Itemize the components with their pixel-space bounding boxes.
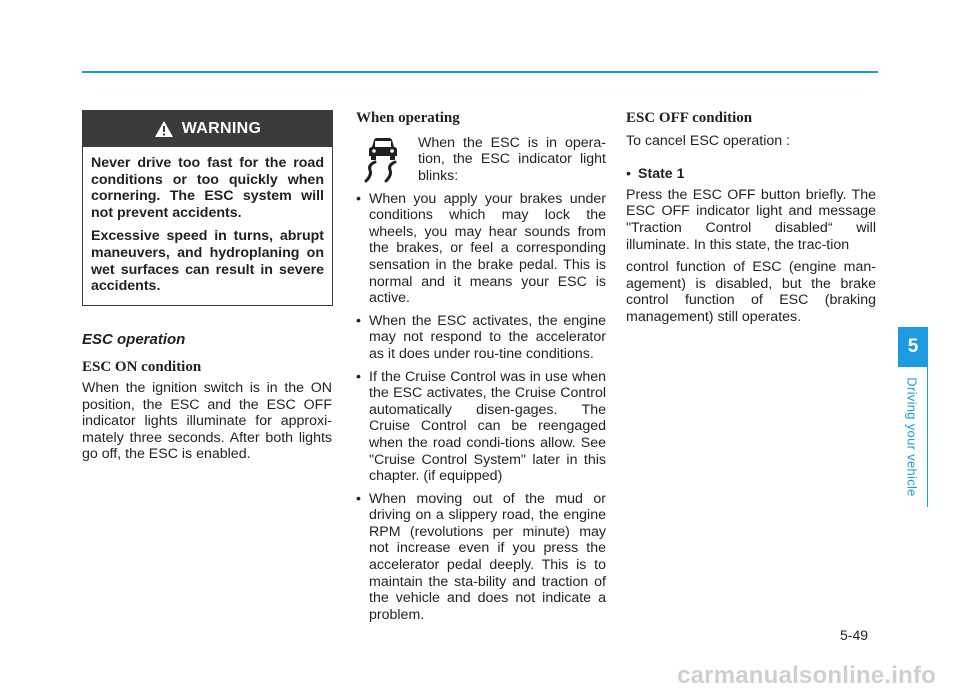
- list-item: • When moving out of the mud or driving on a slippery road, the engine RPM (revolutions per minute) may not increase even if you press the accelerator pedal deeply. This is to maintain the sta-bility and traction of the vehicle and does not indicate a problem.: [356, 491, 606, 624]
- state-text: Press the ESC OFF button briefly. The ESC OFF indicator light and message "Traction Control disabled“ will illuminate. In this state, the trac-tion: [626, 186, 876, 253]
- header-rule: [82, 71, 878, 73]
- esc-indicator-icon: [360, 135, 406, 185]
- warning-triangle-icon: [154, 120, 174, 138]
- chapter-tab-line: [927, 367, 928, 507]
- esc-indicator-row: [356, 135, 606, 185]
- operating-bullet-list: [356, 191, 606, 624]
- column-left: [82, 110, 332, 463]
- section-title: ESC operation: [82, 330, 186, 348]
- esc-on-heading: ESC ON condition: [82, 359, 202, 376]
- column-middle: [356, 110, 606, 623]
- state-text-continued: control function of ESC (engine man-agement) is disabled, but the brake control function of ESC (braking management) still operates.: [626, 259, 876, 325]
- column-right: [626, 110, 876, 326]
- state-label: • State 1: [626, 166, 876, 183]
- esc-on-text: When the ignition switch is in the ON position, the ESC and the ESC OFF indicator lights illuminate for approxi-mately three seconds. After both lights go off, the ESC is enabled.: [82, 379, 332, 463]
- list-item: • When the ESC activates, the engine may not respond to the accelerator as it does under rou-tine conditions.: [356, 313, 606, 363]
- list-item: • If the Cruise Control was in use when the ESC activates, the Cruise Control automatically disen-gages. The Cruise Control can be reengaged when the road condi-tions allow. See "Cruise Control System" later in this chapter. (if equipped): [356, 369, 606, 485]
- esc-off-intro: To cancel ESC operation :: [626, 132, 791, 149]
- chapter-label: Driving your vehicle: [904, 377, 920, 497]
- chapter-tab: 5: [898, 327, 928, 367]
- esc-indicator-text: When the ESC is in opera-tion, the ESC indicator light blinks:: [418, 134, 606, 184]
- when-operating-heading: When operating: [356, 110, 460, 126]
- page-number: 5-49: [840, 627, 869, 643]
- warning-paragraph: Never drive too fast for the road conditions or too quickly when cornering. The ESC system will not prevent accidents.: [91, 155, 324, 221]
- warning-header: [83, 111, 332, 147]
- list-item: • When you apply your brakes under conditions which may lock the wheels, you may hear sounds from the brakes, or feel a corresponding sensation in the brake pedal. This is normal and it means your ESC is active.: [356, 191, 606, 307]
- warning-body: [83, 147, 332, 305]
- watermark: carmanualsonline.info: [677, 662, 936, 689]
- warning-box: [82, 110, 333, 306]
- warning-paragraph: Excessive speed in turns, abrupt maneuvers, and hydroplaning on wet surfaces can result in severe accidents.: [91, 228, 324, 295]
- warning-title: WARNING: [181, 119, 262, 137]
- esc-off-heading: ESC OFF condition: [626, 110, 753, 126]
